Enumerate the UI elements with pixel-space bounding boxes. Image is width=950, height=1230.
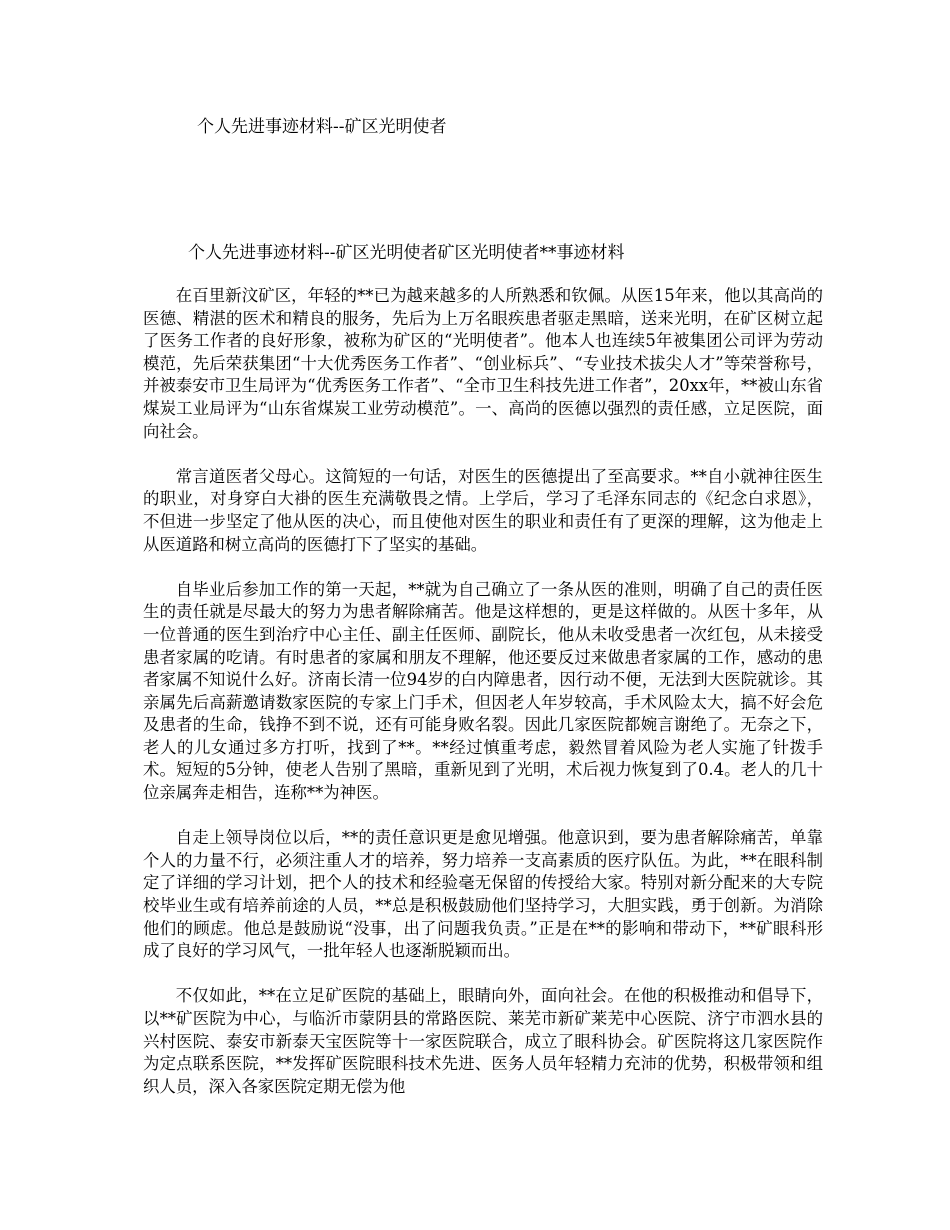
paragraph: 自毕业后参加工作的第一天起，**就为自己确立了一条从医的准则，明确了自己的责任医生的责任就是尽最大的努力为患者解除痛苦。他是这样想的，更是这样做的。从医十多年，从一位普通的医生到治疗中心主任、副主任医师、副院长，他从未收受患者一次红包，从未接受患者家属的吃请。有时患者的家属和朋友不理解，他还要反过来做患者家属的工作，感动的患者家属不知说什么好。济南长清一位94岁的白内障患者，因行动不便，无法到大医院就诊。其亲属先后高薪邀请数家医院的专家上门手术，但因老人年岁较高，手术风险太大，搞不好会危及患者的生命，钱挣不到不说，还有可能身败名裂。因此几家医院都婉言谢绝了。无奈之下，老人的儿女通过多方打听，找到了**。**经过慎重考虑，毅然冒着风险为老人实施了针拨手术。短短的5分钟，使老人告别了黑暗，重新见到了光明，术后视力恢复到了0.4。老人的几十位亲属奔走相告，连称**为神医。: [143, 579, 823, 803]
document-title: 个人先进事迹材料--矿区光明使者: [197, 117, 447, 137]
document-subtitle: 个人先进事迹材料--矿区光明使者矿区光明使者**事迹材料: [188, 243, 625, 263]
paragraph: 自走上领导岗位以后，**的责任意识更是愈见增强。他意识到，要为患者解除痛苦，单靠个人的力量不行，必须注重人才的培养，努力培养一支高素质的医疗队伍。为此，**在眼科制定了详细的学习计划，把个人的技术和经验毫无保留的传授给大家。特别对新分配来的大专院校毕业生或有培养前途的人员，**总是积极鼓励他们坚持学习，大胆实践，勇于创新。为消除他们的顾虑。他总是鼓励说“没事，出了问题我负责。”正是在**的影响和带动下，**矿眼科形成了良好的学习风气，一批年轻人也逐渐脱颖而出。: [143, 828, 823, 961]
paragraph: 不仅如此，**在立足矿医院的基础上，眼睛向外，面向社会。在他的积极推动和倡导下，以**矿医院为中心，与临沂市蒙阴县的常路医院、莱芜市新矿莱芜中心医院、济宁市泗水县的兴村医院、泰安市新泰天宝医院等十一家医院联合，成立了眼科协会。矿医院将这几家医院作为定点联系医院，**发挥矿医院眼科技术先进、医务人员年轻精力充沛的优势，积极带领和组织人员，深入各家医院定期无偿为他: [143, 986, 823, 1096]
paragraph: 在百里新汶矿区，年轻的**已为越来越多的人所熟悉和钦佩。从医15年来，他以其高尚的医德、精湛的医术和精良的服务，先后为上万名眼疾患者驱走黑暗，送来光明，在矿区树立起了医务工作者的良好形象，被称为矿区的“光明使者”。他本人也连续5年被集团公司评为劳动模范，先后荣获集团“十大优秀医务工作者”、“创业标兵”、“专业技术拔尖人才”等荣誉称号，并被泰安市卫生局评为“优秀医务工作者”、“全市卫生科技先进工作者”，20xx年，**被山东省煤炭工业局评为“山东省煤炭工业劳动模范”。一、高尚的医德以强烈的责任感，立足医院，面向社会。: [143, 286, 823, 441]
paragraph: 常言道医者父母心。这简短的一句话，对医生的医德提出了至高要求。**自小就神往医生的职业，对身穿白大褂的医生充满敬畏之情。上学后，学习了毛泽东同志的《纪念白求恩》，不但进一步坚定了他从医的决心，而且使他对医生的职业和责任有了更深的理解，这为他走上从医道路和树立高尚的医德打下了坚实的基础。: [143, 466, 823, 554]
document-body: [143, 285, 823, 1098]
